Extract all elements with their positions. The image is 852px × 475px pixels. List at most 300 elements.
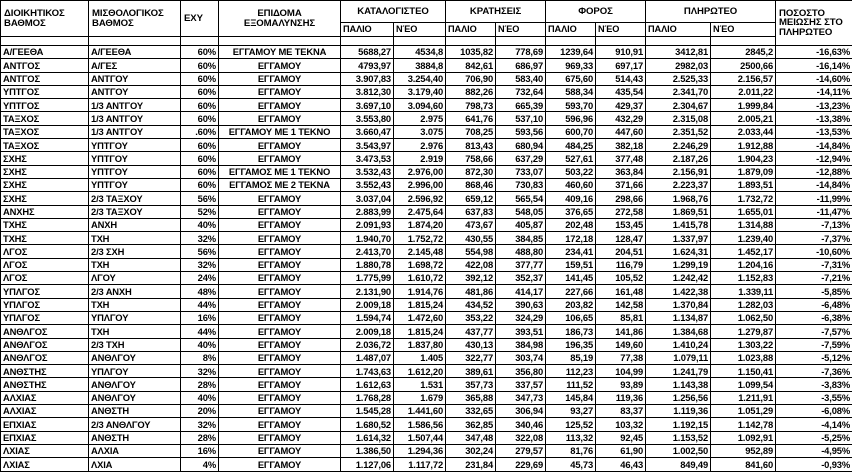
- cell-foros-palio: 159,51: [546, 258, 596, 271]
- cell-kratiseis-neo: 593,56: [496, 125, 546, 138]
- cell-misthologikos-vathmos: 1/3 ΑΝΤΓΟΥ: [89, 125, 181, 138]
- cell-kratiseis-palio: 641,76: [446, 112, 496, 125]
- cell-foros-palio: 227,66: [546, 285, 596, 298]
- cell-epidoma-exomalynsis: ΕΓΓΑΜΟΥ: [219, 245, 341, 258]
- cell-dioikitikos-vathmos: ΕΠΧΙΑΣ: [1, 431, 89, 444]
- cell-foros-neo: 153,45: [596, 218, 646, 231]
- cell-katalogisteo-palio: 1.775,99: [341, 272, 394, 285]
- table-row: [1, 218, 852, 231]
- cell-misthologikos-vathmos: ΥΠΤΓΟΥ: [89, 178, 181, 191]
- cell-kratiseis-palio: 758,66: [446, 152, 496, 165]
- cell-katalogisteo-palio: 1.880,78: [341, 258, 394, 271]
- cell-katalogisteo-neo: 2.976,00: [394, 165, 446, 178]
- cell-plirotéo-palio: 849,49: [646, 458, 711, 471]
- cell-plirotéo-palio: 1.415,78: [646, 218, 711, 231]
- cell-katalogisteo-neo: 1.612,20: [394, 365, 446, 378]
- table-row: [1, 272, 852, 285]
- cell-katalogisteo-neo: 1.294,36: [394, 444, 446, 457]
- cell-katalogisteo-neo: 3.075: [394, 125, 446, 138]
- cell-plirotéo-palio: 2.315,08: [646, 112, 711, 125]
- cell-plirotéo-palio: 1.242,42: [646, 272, 711, 285]
- cell-foros-neo: 429,37: [596, 99, 646, 112]
- cell-exy: 28%: [181, 431, 219, 444]
- cell-katalogisteo-neo: 1.698,72: [394, 258, 446, 271]
- table-row: [1, 99, 852, 112]
- spacer-cell: [446, 37, 496, 46]
- cell-foros-palio: 141,45: [546, 272, 596, 285]
- cell-plirotéo-palio: 1.869,51: [646, 205, 711, 218]
- table-body: [1, 46, 852, 472]
- cell-plirotéo-palio: 1.119,36: [646, 405, 711, 418]
- cell-misthologikos-vathmos: ΑΛΧΙΑ: [89, 444, 181, 457]
- cell-dioikitikos-vathmos: ΕΠΧΙΑΣ: [1, 418, 89, 431]
- cell-plirotéo-neo: 1.655,01: [711, 205, 776, 218]
- cell-kratiseis-neo: 414,17: [496, 285, 546, 298]
- cell-exy: 24%: [181, 272, 219, 285]
- cell-kratiseis-neo: 390,63: [496, 298, 546, 311]
- cell-foros-palio: 600,70: [546, 125, 596, 138]
- cell-plirotéo-neo: 1.879,09: [711, 165, 776, 178]
- cell-pososto-meiosis: -7,36%: [776, 365, 852, 378]
- cell-plirotéo-neo: 1.099,54: [711, 378, 776, 391]
- cell-plirotéo-palio: 1.241,79: [646, 365, 711, 378]
- cell-epidoma-exomalynsis: ΕΓΓΑΜΟΥ: [219, 258, 341, 271]
- cell-kratiseis-palio: 872,30: [446, 165, 496, 178]
- table-row: [1, 418, 852, 431]
- cell-foros-palio: 203,82: [546, 298, 596, 311]
- table-row: [1, 192, 852, 205]
- cell-kratiseis-neo: 324,29: [496, 311, 546, 324]
- cell-foros-palio: 593,70: [546, 99, 596, 112]
- cell-katalogisteo-neo: 3.254,40: [394, 72, 446, 85]
- cell-epidoma-exomalynsis: ΕΓΓΑΜΟΥ ΜΕ 1 ΤΕΚΝΟ: [219, 125, 341, 138]
- cell-katalogisteo-palio: 3.553,80: [341, 112, 394, 125]
- cell-plirotéo-neo: 841,60: [711, 458, 776, 471]
- cell-katalogisteo-neo: 1.586,56: [394, 418, 446, 431]
- cell-misthologikos-vathmos: ΥΠΤΓΟΥ: [89, 152, 181, 165]
- cell-misthologikos-vathmos: ΑΝΧΗ: [89, 218, 181, 231]
- cell-pososto-meiosis: -7,31%: [776, 258, 852, 271]
- cell-foros-neo: 149,60: [596, 338, 646, 351]
- cell-misthologikos-vathmos: ΛΧΙΑ: [89, 458, 181, 471]
- cell-kratiseis-neo: 665,39: [496, 99, 546, 112]
- cell-plirotéo-neo: 1.452,17: [711, 245, 776, 258]
- cell-misthologikos-vathmos: ΤΧΗ: [89, 232, 181, 245]
- cell-exy: 60%: [181, 72, 219, 85]
- cell-epidoma-exomalynsis: ΕΓΓΑΜΟΥ: [219, 285, 341, 298]
- cell-plirotéo-palio: 1.153,52: [646, 431, 711, 444]
- cell-foros-palio: 484,25: [546, 139, 596, 152]
- cell-misthologikos-vathmos: Α/ΓΕΣ: [89, 59, 181, 72]
- table-row: [1, 458, 852, 471]
- cell-plirotéo-palio: 2.246,29: [646, 139, 711, 152]
- cell-katalogisteo-palio: 2.009,18: [341, 298, 394, 311]
- cell-exy: 20%: [181, 405, 219, 418]
- cell-katalogisteo-neo: 2.975: [394, 112, 446, 125]
- cell-katalogisteo-palio: 1.768,28: [341, 391, 394, 404]
- cell-plirotéo-palio: 1.422,38: [646, 285, 711, 298]
- cell-plirotéo-palio: 3412,81: [646, 46, 711, 59]
- cell-pososto-meiosis: -13,53%: [776, 125, 852, 138]
- spacer-cell: [341, 37, 394, 46]
- cell-dioikitikos-vathmos: ΑΛΧΙΑΣ: [1, 405, 89, 418]
- cell-plirotéo-neo: 2500,66: [711, 59, 776, 72]
- cell-pososto-meiosis: -11,99%: [776, 192, 852, 205]
- cell-foros-neo: 77,38: [596, 351, 646, 364]
- cell-katalogisteo-neo: 1.610,72: [394, 272, 446, 285]
- cell-foros-palio: 85,19: [546, 351, 596, 364]
- cell-katalogisteo-neo: 1.914,76: [394, 285, 446, 298]
- cell-exy: 16%: [181, 444, 219, 457]
- cell-plirotéo-neo: 1.732,72: [711, 192, 776, 205]
- cell-katalogisteo-neo: 1.441,60: [394, 405, 446, 418]
- cell-foros-palio: 409,16: [546, 192, 596, 205]
- cell-plirotéo-neo: 1.051,29: [711, 405, 776, 418]
- cell-kratiseis-palio: 357,73: [446, 378, 496, 391]
- cell-foros-palio: 376,65: [546, 205, 596, 218]
- cell-plirotéo-palio: 1.002,50: [646, 444, 711, 457]
- cell-kratiseis-neo: 279,57: [496, 444, 546, 457]
- cell-epidoma-exomalynsis: ΕΓΓΑΜΟΥ: [219, 338, 341, 351]
- cell-foros-palio: 93,27: [546, 405, 596, 418]
- cell-kratiseis-neo: 384,98: [496, 338, 546, 351]
- cell-exy: 28%: [181, 378, 219, 391]
- cell-plirotéo-palio: 2.304,67: [646, 99, 711, 112]
- cell-plirotéo-neo: 1.279,87: [711, 325, 776, 338]
- cell-dioikitikos-vathmos: ΥΠΛΓΟΣ: [1, 298, 89, 311]
- cell-katalogisteo-neo: 3.179,40: [394, 85, 446, 98]
- cell-foros-palio: 112,23: [546, 365, 596, 378]
- cell-plirotéo-palio: 1.143,38: [646, 378, 711, 391]
- cell-foros-palio: 45,73: [546, 458, 596, 471]
- cell-misthologikos-vathmos: 2/3 ΑΝΧΗ: [89, 285, 181, 298]
- cell-epidoma-exomalynsis: ΕΓΓΑΜΟΥ: [219, 405, 341, 418]
- spacer-cell: [394, 37, 446, 46]
- cell-exy: 60%: [181, 139, 219, 152]
- cell-misthologikos-vathmos: ΤΧΗ: [89, 258, 181, 271]
- cell-foros-neo: 105,52: [596, 272, 646, 285]
- cell-plirotéo-palio: 2982,03: [646, 59, 711, 72]
- cell-foros-palio: 596,96: [546, 112, 596, 125]
- subheader-foros-neo: ΝΈΟ: [596, 23, 646, 37]
- cell-plirotéo-palio: 1.256,56: [646, 391, 711, 404]
- cell-katalogisteo-palio: 1.594,74: [341, 311, 394, 324]
- cell-foros-palio: 234,41: [546, 245, 596, 258]
- cell-plirotéo-palio: 2.156,91: [646, 165, 711, 178]
- cell-misthologikos-vathmos: Α/ΓΕΕΘΑ: [89, 46, 181, 59]
- table-row: [1, 444, 852, 457]
- cell-katalogisteo-neo: 2.996,00: [394, 178, 446, 191]
- cell-kratiseis-neo: 340,46: [496, 418, 546, 431]
- cell-exy: 60%: [181, 59, 219, 72]
- cell-epidoma-exomalynsis: ΕΓΓΑΜΟΣ ΜΕ 1 ΤΕΚΝΟ: [219, 165, 341, 178]
- cell-katalogisteo-palio: 1.743,63: [341, 365, 394, 378]
- cell-foros-neo: 104,99: [596, 365, 646, 378]
- cell-exy: 60%: [181, 152, 219, 165]
- cell-plirotéo-neo: 2.033,44: [711, 125, 776, 138]
- cell-kratiseis-neo: 565,54: [496, 192, 546, 205]
- spacer-cell: [89, 37, 181, 46]
- cell-pososto-meiosis: -7,37%: [776, 232, 852, 245]
- cell-katalogisteo-palio: 1.545,28: [341, 405, 394, 418]
- cell-exy: 32%: [181, 258, 219, 271]
- cell-foros-palio: 588,34: [546, 85, 596, 98]
- cell-exy: 32%: [181, 232, 219, 245]
- cell-dioikitikos-vathmos: ΥΠΛΓΟΣ: [1, 285, 89, 298]
- spacer-cell: [219, 37, 341, 46]
- table-row: [1, 165, 852, 178]
- cell-misthologikos-vathmos: 2/3 ΤΑΞΧΟΥ: [89, 205, 181, 218]
- cell-epidoma-exomalynsis: ΕΓΓΑΜΟΥ: [219, 351, 341, 364]
- table-row: [1, 351, 852, 364]
- cell-epidoma-exomalynsis: ΕΓΓΑΜΟΥ: [219, 218, 341, 231]
- table-row: [1, 112, 852, 125]
- cell-foros-neo: 382,18: [596, 139, 646, 152]
- cell-foros-palio: 106,65: [546, 311, 596, 324]
- cell-dioikitikos-vathmos: ΛΧΙΑΣ: [1, 458, 89, 471]
- cell-epidoma-exomalynsis: ΕΓΓΑΜΟΣ ΜΕ 2 ΤΕΚΝΑ: [219, 178, 341, 191]
- cell-katalogisteo-palio: 3.532,43: [341, 165, 394, 178]
- cell-epidoma-exomalynsis: ΕΓΓΑΜΟΥ: [219, 112, 341, 125]
- cell-foros-palio: 503,22: [546, 165, 596, 178]
- cell-misthologikos-vathmos: ΑΝΘΛΓΟΥ: [89, 391, 181, 404]
- cell-kratiseis-palio: 322,77: [446, 351, 496, 364]
- table-row: [1, 85, 852, 98]
- cell-exy: 56%: [181, 192, 219, 205]
- cell-foros-neo: 128,47: [596, 232, 646, 245]
- cell-plirotéo-neo: 1.152,83: [711, 272, 776, 285]
- cell-katalogisteo-neo: 1.679: [394, 391, 446, 404]
- cell-plirotéo-palio: 2.341,70: [646, 85, 711, 98]
- cell-plirotéo-palio: 1.410,24: [646, 338, 711, 351]
- cell-exy: 4%: [181, 458, 219, 471]
- cell-plirotéo-neo: 2.011,22: [711, 85, 776, 98]
- cell-foros-palio: 460,60: [546, 178, 596, 191]
- cell-dioikitikos-vathmos: ΥΠΤΓΟΣ: [1, 85, 89, 98]
- cell-kratiseis-neo: 384,85: [496, 232, 546, 245]
- cell-foros-palio: 113,32: [546, 431, 596, 444]
- cell-pososto-meiosis: -4,95%: [776, 444, 852, 457]
- cell-plirotéo-neo: 2.156,57: [711, 72, 776, 85]
- cell-kratiseis-neo: 732,64: [496, 85, 546, 98]
- cell-exy: 44%: [181, 298, 219, 311]
- cell-pososto-meiosis: -14,11%: [776, 85, 852, 98]
- cell-plirotéo-palio: 2.525,33: [646, 72, 711, 85]
- cell-plirotéo-neo: 1.339,11: [711, 285, 776, 298]
- cell-katalogisteo-neo: 4534,8: [394, 46, 446, 59]
- cell-pososto-meiosis: -4,14%: [776, 418, 852, 431]
- cell-katalogisteo-palio: 1.612,63: [341, 378, 394, 391]
- cell-exy: 8%: [181, 351, 219, 364]
- cell-katalogisteo-neo: 1.874,20: [394, 218, 446, 231]
- cell-katalogisteo-neo: 1.117,72: [394, 458, 446, 471]
- cell-katalogisteo-palio: 2.009,18: [341, 325, 394, 338]
- cell-exy: 60%: [181, 178, 219, 191]
- cell-katalogisteo-neo: 3884,8: [394, 59, 446, 72]
- cell-exy: 16%: [181, 311, 219, 324]
- table-row: [1, 365, 852, 378]
- cell-dioikitikos-vathmos: ΣΧΗΣ: [1, 178, 89, 191]
- cell-misthologikos-vathmos: 2/3 ΤΑΞΧΟΥ: [89, 192, 181, 205]
- cell-plirotéo-neo: 1.023,88: [711, 351, 776, 364]
- cell-kratiseis-palio: 362,85: [446, 418, 496, 431]
- cell-kratiseis-neo: 548,05: [496, 205, 546, 218]
- cell-misthologikos-vathmos: ΑΝΤΓΟΥ: [89, 72, 181, 85]
- cell-foros-palio: 202,48: [546, 218, 596, 231]
- cell-foros-palio: 1239,64: [546, 46, 596, 59]
- cell-kratiseis-palio: 365,88: [446, 391, 496, 404]
- table-row: [1, 139, 852, 152]
- cell-foros-palio: 527,61: [546, 152, 596, 165]
- cell-epidoma-exomalynsis: ΕΓΓΑΜΟΥ: [219, 232, 341, 245]
- cell-kratiseis-palio: 422,08: [446, 258, 496, 271]
- cell-kratiseis-neo: 356,80: [496, 365, 546, 378]
- cell-katalogisteo-palio: 1.614,32: [341, 431, 394, 444]
- cell-foros-palio: 111,52: [546, 378, 596, 391]
- cell-foros-palio: 196,35: [546, 338, 596, 351]
- cell-dioikitikos-vathmos: ΤΑΞΧΟΣ: [1, 125, 89, 138]
- cell-kratiseis-palio: 437,77: [446, 325, 496, 338]
- cell-kratiseis-neo: 337,57: [496, 378, 546, 391]
- table-row: [1, 378, 852, 391]
- cell-kratiseis-palio: 347,48: [446, 431, 496, 444]
- cell-dioikitikos-vathmos: ΛΓΟΣ: [1, 245, 89, 258]
- spacer-cell: [1, 37, 89, 46]
- header-dioikitikos-vathmos: ΔΙΟΙΚΗΤΙΚΟΣ ΒΑΘΜΟΣ: [1, 1, 89, 37]
- cell-foros-neo: 103,32: [596, 418, 646, 431]
- cell-katalogisteo-palio: 5688,27: [341, 46, 394, 59]
- cell-misthologikos-vathmos: 2/3 ΤΧΗ: [89, 338, 181, 351]
- cell-pososto-meiosis: -16,63%: [776, 46, 852, 59]
- cell-misthologikos-vathmos: ΑΝΘΛΓΟΥ: [89, 378, 181, 391]
- table-row: [1, 46, 852, 59]
- cell-foros-neo: 83,37: [596, 405, 646, 418]
- cell-plirotéo-palio: 1.370,84: [646, 298, 711, 311]
- cell-pososto-meiosis: -5,12%: [776, 351, 852, 364]
- cell-plirotéo-palio: 1.192,15: [646, 418, 711, 431]
- cell-epidoma-exomalynsis: ΕΓΓΑΜΟΥ: [219, 391, 341, 404]
- cell-misthologikos-vathmos: ΥΠΛΓΟΥ: [89, 311, 181, 324]
- cell-pososto-meiosis: -7,21%: [776, 272, 852, 285]
- table-header: [1, 1, 852, 46]
- cell-pososto-meiosis: -10,60%: [776, 245, 852, 258]
- cell-kratiseis-neo: 352,37: [496, 272, 546, 285]
- header-katalogisteo: ΚΑΤΑΛΟΓΙΣΤΕΟ: [341, 1, 446, 23]
- cell-kratiseis-palio: 1035,82: [446, 46, 496, 59]
- cell-exy: 40%: [181, 338, 219, 351]
- cell-kratiseis-neo: 393,51: [496, 325, 546, 338]
- cell-katalogisteo-neo: 2.919: [394, 152, 446, 165]
- cell-kratiseis-neo: 733,07: [496, 165, 546, 178]
- cell-foros-palio: 125,52: [546, 418, 596, 431]
- cell-misthologikos-vathmos: 1/3 ΑΝΤΓΟΥ: [89, 112, 181, 125]
- cell-katalogisteo-neo: 1.531: [394, 378, 446, 391]
- cell-dioikitikos-vathmos: ΤΑΞΧΟΣ: [1, 112, 89, 125]
- cell-kratiseis-palio: 430,13: [446, 338, 496, 351]
- cell-foros-neo: 447,60: [596, 125, 646, 138]
- cell-foros-palio: 81,76: [546, 444, 596, 457]
- header-spacer-row: [1, 37, 852, 46]
- header-plirotéo: ΠΛΗΡΩΤΕΟ: [646, 1, 776, 23]
- cell-katalogisteo-palio: 2.413,70: [341, 245, 394, 258]
- subheader-plirotéo-palio: ΠΑΛΙΟ: [646, 23, 711, 37]
- cell-katalogisteo-palio: 3.543,97: [341, 139, 394, 152]
- cell-plirotéo-neo: 1.204,16: [711, 258, 776, 271]
- cell-epidoma-exomalynsis: ΕΓΓΑΜΟΥ ΜΕ ΤΕΚΝΑ: [219, 46, 341, 59]
- cell-plirotéo-neo: 1.062,50: [711, 311, 776, 324]
- cell-foros-neo: 46,43: [596, 458, 646, 471]
- cell-kratiseis-palio: 554,98: [446, 245, 496, 258]
- cell-kratiseis-neo: 377,77: [496, 258, 546, 271]
- table-row: [1, 125, 852, 138]
- cell-misthologikos-vathmos: ΤΧΗ: [89, 325, 181, 338]
- cell-dioikitikos-vathmos: ΑΝΧΗΣ: [1, 205, 89, 218]
- cell-katalogisteo-palio: 1.680,52: [341, 418, 394, 431]
- cell-foros-neo: 363,84: [596, 165, 646, 178]
- cell-dioikitikos-vathmos: Α/ΓΕΕΘΑ: [1, 46, 89, 59]
- table-row: [1, 152, 852, 165]
- cell-kratiseis-palio: 868,46: [446, 178, 496, 191]
- cell-kratiseis-neo: 347,73: [496, 391, 546, 404]
- cell-foros-neo: 377,48: [596, 152, 646, 165]
- cell-dioikitikos-vathmos: ΣΧΗΣ: [1, 192, 89, 205]
- cell-plirotéo-palio: 2.223,37: [646, 178, 711, 191]
- cell-kratiseis-palio: 389,61: [446, 365, 496, 378]
- cell-kratiseis-neo: 405,87: [496, 218, 546, 231]
- cell-katalogisteo-neo: 1.405: [394, 351, 446, 364]
- cell-katalogisteo-palio: 3.473,53: [341, 152, 394, 165]
- cell-dioikitikos-vathmos: ΤΧΗΣ: [1, 218, 89, 231]
- cell-katalogisteo-palio: 3.037,04: [341, 192, 394, 205]
- cell-kratiseis-neo: 583,40: [496, 72, 546, 85]
- subheader-kratiseis-neo: ΝΈΟ: [496, 23, 546, 37]
- cell-epidoma-exomalynsis: ΕΓΓΑΜΟΥ: [219, 205, 341, 218]
- cell-kratiseis-palio: 473,67: [446, 218, 496, 231]
- cell-kratiseis-neo: 686,97: [496, 59, 546, 72]
- cell-exy: 32%: [181, 365, 219, 378]
- cell-epidoma-exomalynsis: ΕΓΓΑΜΟΥ: [219, 378, 341, 391]
- cell-katalogisteo-neo: 2.145,48: [394, 245, 446, 258]
- cell-plirotéo-neo: 1.142,78: [711, 418, 776, 431]
- cell-plirotéo-neo: 1.150,41: [711, 365, 776, 378]
- cell-pososto-meiosis: -12,94%: [776, 152, 852, 165]
- cell-dioikitikos-vathmos: ΛΓΟΣ: [1, 272, 89, 285]
- cell-kratiseis-palio: 637,83: [446, 205, 496, 218]
- cell-foros-neo: 92,45: [596, 431, 646, 444]
- cell-katalogisteo-palio: 3.697,10: [341, 99, 394, 112]
- spacer-cell: [181, 37, 219, 46]
- cell-plirotéo-palio: 2.351,52: [646, 125, 711, 138]
- cell-exy: 32%: [181, 418, 219, 431]
- header-foros: ΦΟΡΟΣ: [546, 1, 646, 23]
- cell-kratiseis-palio: 302,24: [446, 444, 496, 457]
- cell-katalogisteo-neo: 1.752,72: [394, 232, 446, 245]
- cell-foros-neo: 85,81: [596, 311, 646, 324]
- cell-epidoma-exomalynsis: ΕΓΓΑΜΟΥ: [219, 272, 341, 285]
- cell-plirotéo-neo: 1.314,88: [711, 218, 776, 231]
- table-row: [1, 391, 852, 404]
- cell-pososto-meiosis: -7,13%: [776, 218, 852, 231]
- cell-katalogisteo-palio: 1.940,70: [341, 232, 394, 245]
- spacer-cell: [646, 37, 711, 46]
- subheader-katalogisteo-neo: ΝΈΟ: [394, 23, 446, 37]
- subheader-kratiseis-palio: ΠΑΛΙΟ: [446, 23, 496, 37]
- header-exy: ΕΧΥ: [181, 1, 219, 37]
- cell-plirotéo-palio: 1.384,68: [646, 325, 711, 338]
- cell-pososto-meiosis: -0,93%: [776, 458, 852, 471]
- subheader-katalogisteo-palio: ΠΑΛΙΟ: [341, 23, 394, 37]
- cell-foros-neo: 61,90: [596, 444, 646, 457]
